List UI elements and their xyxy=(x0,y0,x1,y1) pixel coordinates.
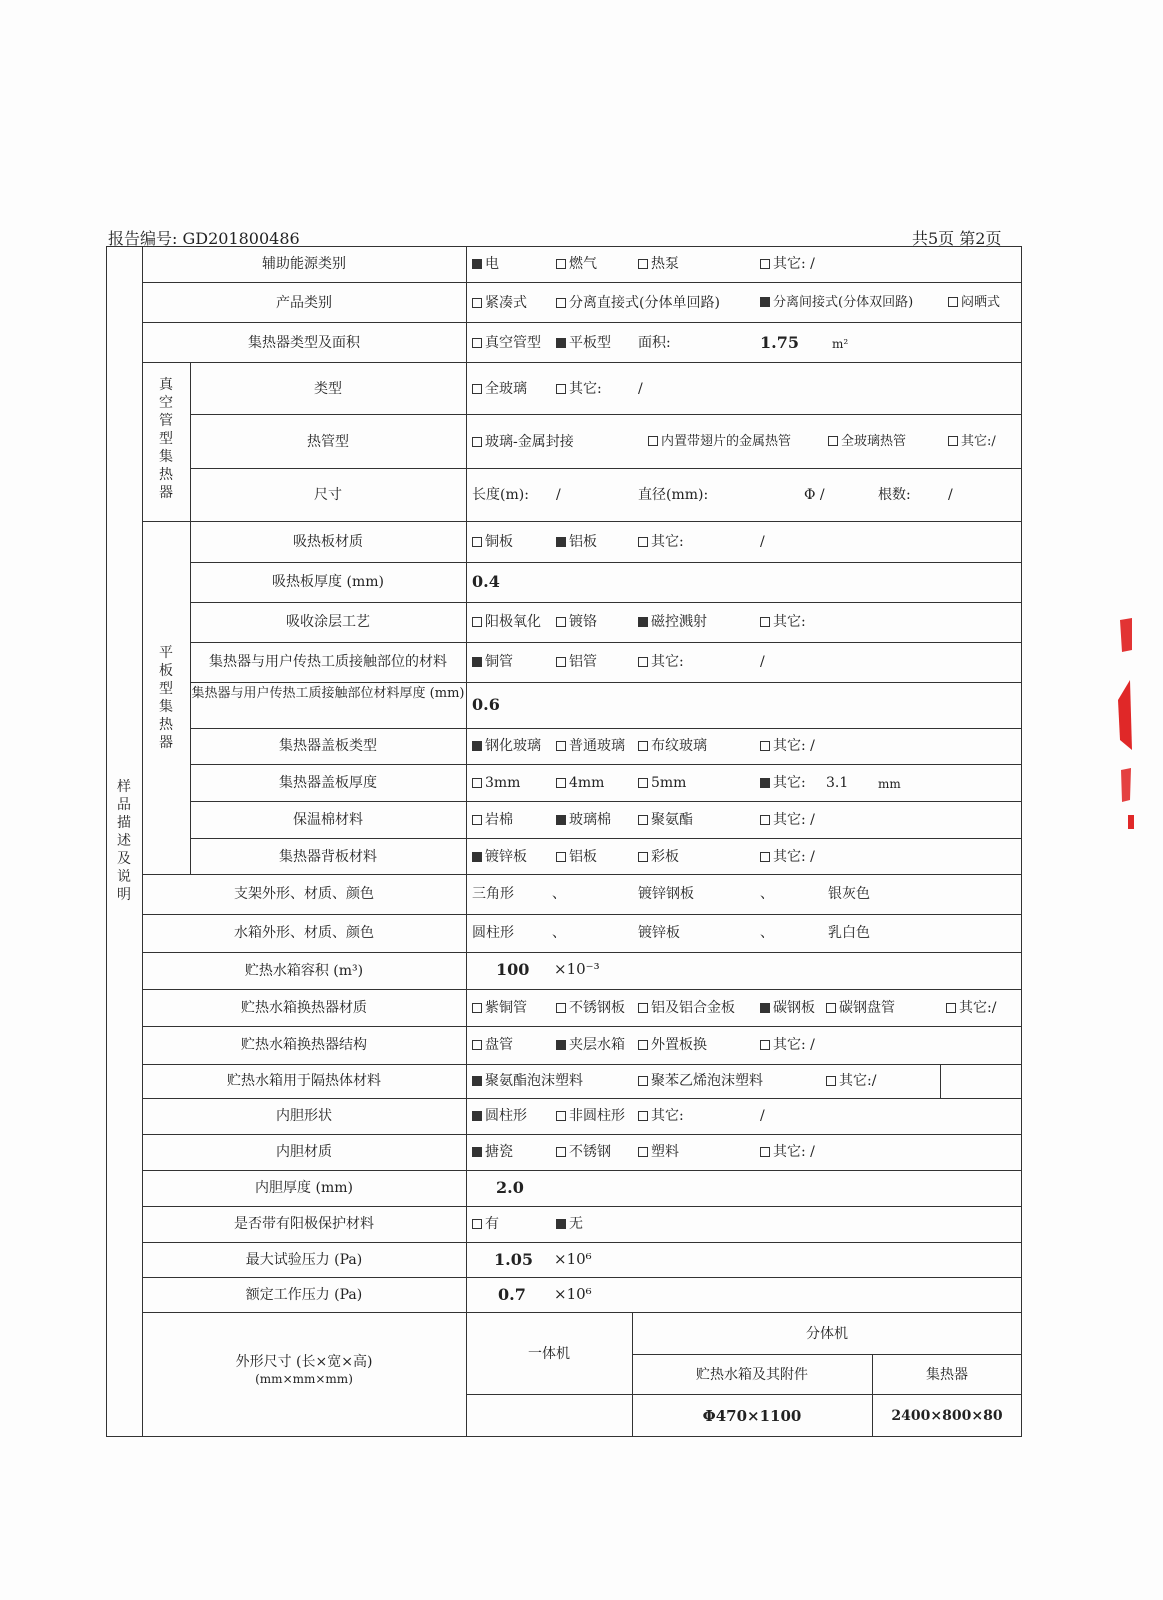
checkbox-checked[interactable] xyxy=(556,537,566,547)
checkbox[interactable] xyxy=(760,852,770,862)
tankins-opt-3[interactable]: 其它:/ xyxy=(826,1074,876,1088)
checkbox[interactable] xyxy=(638,778,648,788)
linermat-opt-4[interactable]: 其它: / xyxy=(760,1145,815,1159)
cover-opt-3[interactable]: 布纹玻璃 xyxy=(638,739,707,753)
length-label: 长度(m): xyxy=(472,487,529,503)
checkbox[interactable] xyxy=(556,1003,566,1013)
liner-thickness-value: 2.0 xyxy=(496,1178,524,1197)
checkbox[interactable] xyxy=(472,384,482,394)
area-label: 面积: xyxy=(638,335,671,351)
product-type-label: 产品类别 xyxy=(276,295,332,311)
checkbox[interactable] xyxy=(472,1219,482,1229)
checkbox[interactable] xyxy=(638,537,648,547)
max-pressure-label: 最大试验压力 (Pa) xyxy=(245,1252,363,1268)
tank-volume-value: 100 xyxy=(496,960,530,979)
cover-thickness-value: 3.1 xyxy=(826,775,849,791)
checkbox[interactable] xyxy=(556,298,566,308)
hexmat-opt-3[interactable]: 铝及铝合金板 xyxy=(638,1001,735,1015)
split-header: 分体机 xyxy=(806,1326,848,1342)
max-pressure-unit: ×10⁶ xyxy=(554,1250,592,1268)
checkbox[interactable] xyxy=(760,815,770,825)
contact-value: / xyxy=(760,654,765,670)
checkbox-checked[interactable] xyxy=(556,338,566,348)
separator: 、 xyxy=(552,925,566,941)
tank-color: 乳白色 xyxy=(828,925,870,941)
hexmat-opt-1[interactable]: 紫铜管 xyxy=(472,1001,527,1015)
heatpipe-opt-2[interactable]: 内置带翅片的金属热管 xyxy=(648,435,791,448)
checkbox[interactable] xyxy=(638,1111,648,1121)
tankins-opt-2[interactable]: 聚苯乙烯泡沫塑料 xyxy=(638,1074,763,1088)
checkbox[interactable] xyxy=(556,657,566,667)
cover-thickness-unit: mm xyxy=(878,777,901,791)
checkbox[interactable] xyxy=(556,617,566,627)
absmat-opt-1[interactable]: 铜板 xyxy=(472,535,513,549)
dimensions-label: 外形尺寸 (长×宽×高) (mm×mm×mm) xyxy=(235,1354,373,1386)
sample-description-label: 样品描述及说明 xyxy=(117,779,131,903)
aux-opt-4[interactable]: 其它: / xyxy=(760,257,815,271)
bracket-shape: 三角形 xyxy=(472,886,514,902)
separator: 、 xyxy=(760,925,774,941)
checkbox-checked[interactable] xyxy=(472,1076,482,1086)
checkbox[interactable] xyxy=(638,1147,648,1157)
max-pressure-value: 1.05 xyxy=(494,1250,533,1269)
checkbox[interactable] xyxy=(472,537,482,547)
back-opt-1[interactable]: 镀锌板 xyxy=(472,850,527,864)
checkbox[interactable] xyxy=(826,1076,836,1086)
coat-opt-3[interactable]: 磁控溅射 xyxy=(638,615,707,629)
coat-opt-4[interactable]: 其它: xyxy=(760,615,806,629)
rated-pressure-unit: ×10⁶ xyxy=(554,1285,592,1303)
absorber-thickness-label: 吸热板厚度 (mm) xyxy=(272,574,384,590)
length-value: / xyxy=(556,487,561,503)
insul-opt-1[interactable]: 岩棉 xyxy=(472,813,513,827)
checkbox-checked[interactable] xyxy=(556,815,566,825)
checkbox-checked[interactable] xyxy=(472,741,482,751)
checkbox[interactable] xyxy=(472,617,482,627)
checkbox[interactable] xyxy=(948,436,958,446)
coverthk-opt-2[interactable]: 4mm xyxy=(556,776,604,790)
ptype-opt-2[interactable]: 分离直接式(分体单回路) xyxy=(556,296,720,310)
checkbox[interactable] xyxy=(556,852,566,862)
checkbox[interactable] xyxy=(948,297,958,307)
checkbox[interactable] xyxy=(472,437,482,447)
count-label: 根数: xyxy=(878,487,911,503)
absmat-value: / xyxy=(760,534,765,550)
checkbox[interactable] xyxy=(556,384,566,394)
insulation-label: 保温棉材料 xyxy=(293,812,363,828)
coat-opt-1[interactable]: 阳极氧化 xyxy=(472,615,541,629)
liner-value: / xyxy=(760,1108,765,1124)
linermat-opt-1[interactable]: 搪瓷 xyxy=(472,1145,513,1159)
hexmat-opt-4[interactable]: 碳钢板 xyxy=(760,1001,815,1015)
area-unit: m² xyxy=(832,337,849,351)
cover-opt-2[interactable]: 普通玻璃 xyxy=(556,739,625,753)
bracket-label: 支架外形、材质、颜色 xyxy=(234,886,374,902)
checkbox[interactable] xyxy=(556,1111,566,1121)
coat-opt-2[interactable]: 镀铬 xyxy=(556,615,597,629)
vtype-opt-1[interactable]: 全玻璃 xyxy=(472,382,527,396)
rated-pressure-label: 额定工作压力 (Pa) xyxy=(245,1287,363,1303)
cover-thickness-label: 集热器盖板厚度 xyxy=(279,775,377,791)
hex-material-label: 贮热水箱换热器材质 xyxy=(241,1000,367,1016)
area-value: 1.75 xyxy=(760,333,799,352)
contact-opt-1[interactable]: 铜管 xyxy=(472,655,513,669)
linermat-opt-2[interactable]: 不锈钢 xyxy=(556,1145,611,1159)
anode-opt-no[interactable]: 无 xyxy=(556,1217,583,1231)
checkbox-checked[interactable] xyxy=(472,657,482,667)
hexmat-opt-6[interactable]: 其它:/ xyxy=(946,1001,996,1015)
integrated-header: 一体机 xyxy=(528,1346,570,1362)
vacuum-type-label: 类型 xyxy=(314,381,342,397)
rated-pressure-value: 0.7 xyxy=(498,1285,526,1304)
absmat-opt-3[interactable]: 其它: xyxy=(638,535,684,549)
contact-opt-2[interactable]: 铝管 xyxy=(556,655,597,669)
tank-dimensions-value: Φ470×1100 xyxy=(702,1407,802,1425)
checkbox[interactable] xyxy=(472,1003,482,1013)
heat-pipe-label: 热管型 xyxy=(307,434,349,450)
checkbox[interactable] xyxy=(638,657,648,667)
checkbox[interactable] xyxy=(472,338,482,348)
collector-type-label: 集热器类型及面积 xyxy=(248,335,360,351)
checkbox-checked[interactable] xyxy=(472,1147,482,1157)
ctype-opt-2[interactable]: 平板型 xyxy=(556,336,611,350)
heatpipe-opt-3[interactable]: 全玻璃热管 xyxy=(828,435,906,448)
aux-opt-2[interactable]: 燃气 xyxy=(556,257,597,271)
checkbox[interactable] xyxy=(472,1040,482,1050)
aux-opt-3[interactable]: 热泵 xyxy=(638,257,679,271)
insul-opt-3[interactable]: 聚氨酯 xyxy=(638,813,693,827)
page-count: 共5页 第2页 xyxy=(912,229,1002,248)
tank-insulation-label: 贮热水箱用于隔热体材料 xyxy=(227,1073,381,1089)
count-value: / xyxy=(948,487,953,503)
liner-shape-label: 内胆形状 xyxy=(276,1108,332,1124)
heatpipe-opt-4[interactable]: 其它:/ xyxy=(948,435,996,448)
absorber-material-label: 吸热板材质 xyxy=(293,534,363,550)
liner-thickness-label: 内胆厚度 (mm) xyxy=(255,1180,353,1196)
checkbox-checked[interactable] xyxy=(472,1111,482,1121)
cover-type-label: 集热器盖板类型 xyxy=(279,738,377,754)
hexstr-opt-2[interactable]: 夹层水箱 xyxy=(556,1038,625,1052)
collector-dimensions-value: 2400×800×80 xyxy=(891,1408,1003,1424)
checkbox[interactable] xyxy=(946,1003,956,1013)
linermat-opt-3[interactable]: 塑料 xyxy=(638,1145,679,1159)
backplate-label: 集热器背板材料 xyxy=(279,849,377,865)
coverthk-opt-3[interactable]: 5mm xyxy=(638,776,686,790)
checkbox-checked[interactable] xyxy=(556,1040,566,1050)
contact-opt-3[interactable]: 其它: xyxy=(638,655,684,669)
checkbox-checked[interactable] xyxy=(760,297,770,307)
checkbox[interactable] xyxy=(638,1076,648,1086)
ptype-opt-3[interactable]: 分离间接式(分体双回路) xyxy=(760,296,913,309)
tank-label: 水箱外形、材质、颜色 xyxy=(234,925,374,941)
cover-opt-1[interactable]: 钢化玻璃 xyxy=(472,739,541,753)
back-opt-3[interactable]: 彩板 xyxy=(638,850,679,864)
ptype-opt-1[interactable]: 紧凑式 xyxy=(472,296,527,310)
insul-opt-4[interactable]: 其它: / xyxy=(760,813,815,827)
absorber-thickness-value: 0.4 xyxy=(472,572,500,591)
diameter-label: 直径(mm): xyxy=(638,487,709,503)
diameter-value: Φ / xyxy=(804,487,825,503)
checkbox[interactable] xyxy=(826,1003,836,1013)
hexstr-opt-1[interactable]: 盘管 xyxy=(472,1038,513,1052)
checkbox[interactable] xyxy=(556,741,566,751)
liner-opt-2[interactable]: 非圆柱形 xyxy=(556,1109,625,1123)
official-stamp-fragment xyxy=(1116,610,1134,840)
hexstr-opt-4[interactable]: 其它: / xyxy=(760,1038,815,1052)
checkbox[interactable] xyxy=(760,1147,770,1157)
ctype-opt-1[interactable]: 真空管型 xyxy=(472,336,541,350)
separator: 、 xyxy=(552,886,566,902)
tankins-opt-1[interactable]: 聚氨酯泡沫塑料 xyxy=(472,1074,583,1088)
bracket-material: 镀锌钢板 xyxy=(638,886,694,902)
checkbox[interactable] xyxy=(638,852,648,862)
checkbox[interactable] xyxy=(760,741,770,751)
bracket-color: 银灰色 xyxy=(828,886,870,902)
checkbox[interactable] xyxy=(638,1040,648,1050)
aux-opt-1[interactable]: 电 xyxy=(472,257,499,271)
checkbox-checked[interactable] xyxy=(638,617,648,627)
checkbox-checked[interactable] xyxy=(556,1219,566,1229)
tank-material: 镀锌板 xyxy=(638,925,680,941)
tank-volume-unit: ×10⁻³ xyxy=(554,960,600,978)
coverthk-opt-1[interactable]: 3mm xyxy=(472,776,520,790)
absmat-opt-2[interactable]: 铝板 xyxy=(556,535,597,549)
vtype-value: / xyxy=(638,381,643,397)
aux-energy-label: 辅助能源类别 xyxy=(262,256,346,272)
checkbox[interactable] xyxy=(472,778,482,788)
checkbox[interactable] xyxy=(760,259,770,269)
liner-material-label: 内胆材质 xyxy=(276,1144,332,1160)
checkbox-checked[interactable] xyxy=(472,259,482,269)
anode-opt-yes[interactable]: 有 xyxy=(472,1217,499,1231)
hexstr-opt-3[interactable]: 外置板换 xyxy=(638,1038,707,1052)
hex-structure-label: 贮热水箱换热器结构 xyxy=(241,1037,367,1053)
coverthk-opt-4[interactable]: 其它: xyxy=(760,776,806,790)
checkbox-checked[interactable] xyxy=(760,778,770,788)
checkbox[interactable] xyxy=(828,436,838,446)
tank-shape: 圆柱形 xyxy=(472,925,514,941)
contact-thickness-value: 0.6 xyxy=(472,695,500,714)
collector-header: 集热器 xyxy=(926,1367,968,1383)
checkbox[interactable] xyxy=(760,1040,770,1050)
checkbox[interactable] xyxy=(638,1003,648,1013)
tank-accessories-header: 贮热水箱及其附件 xyxy=(696,1367,808,1383)
tank-volume-label: 贮热水箱容积 (m³) xyxy=(244,963,364,979)
checkbox[interactable] xyxy=(638,741,648,751)
checkbox-checked[interactable] xyxy=(760,1003,770,1013)
hexmat-opt-5[interactable]: 碳钢盘管 xyxy=(826,1001,895,1015)
liner-opt-1[interactable]: 圆柱形 xyxy=(472,1109,527,1123)
checkbox-checked[interactable] xyxy=(472,852,482,862)
vtype-opt-2[interactable]: 其它: xyxy=(556,382,602,396)
back-opt-2[interactable]: 铝板 xyxy=(556,850,597,864)
checkbox[interactable] xyxy=(648,436,658,446)
cover-opt-4[interactable]: 其它: / xyxy=(760,739,815,753)
vacuum-size-label: 尺寸 xyxy=(314,487,342,503)
contact-thickness-label: 集热器与用户传热工质接触部位材料厚度 (mm) xyxy=(191,686,465,701)
ptype-opt-4[interactable]: 闷晒式 xyxy=(948,296,1000,309)
report-number: 报告编号: GD201800486 xyxy=(108,229,300,248)
checkbox[interactable] xyxy=(638,259,648,269)
checkbox[interactable] xyxy=(556,1147,566,1157)
checkbox[interactable] xyxy=(760,617,770,627)
checkbox[interactable] xyxy=(472,815,482,825)
anode-label: 是否带有阳极保护材料 xyxy=(234,1216,374,1232)
back-opt-4[interactable]: 其它: / xyxy=(760,850,815,864)
checkbox[interactable] xyxy=(638,815,648,825)
checkbox[interactable] xyxy=(556,259,566,269)
hexmat-opt-2[interactable]: 不锈钢板 xyxy=(556,1001,625,1015)
coating-process-label: 吸收涂层工艺 xyxy=(286,614,370,630)
flat-plate-group-label: 平板型集热器 xyxy=(159,645,173,751)
checkbox[interactable] xyxy=(556,778,566,788)
checkbox[interactable] xyxy=(472,298,482,308)
heatpipe-opt-1[interactable]: 玻璃-金属封接 xyxy=(472,435,574,449)
separator: 、 xyxy=(760,886,774,902)
vacuum-tube-group-label: 真空管型集热器 xyxy=(159,377,173,501)
liner-opt-3[interactable]: 其它: xyxy=(638,1109,684,1123)
insul-opt-2[interactable]: 玻璃棉 xyxy=(556,813,611,827)
contact-material-label: 集热器与用户传热工质接触部位的材料 xyxy=(209,654,447,670)
